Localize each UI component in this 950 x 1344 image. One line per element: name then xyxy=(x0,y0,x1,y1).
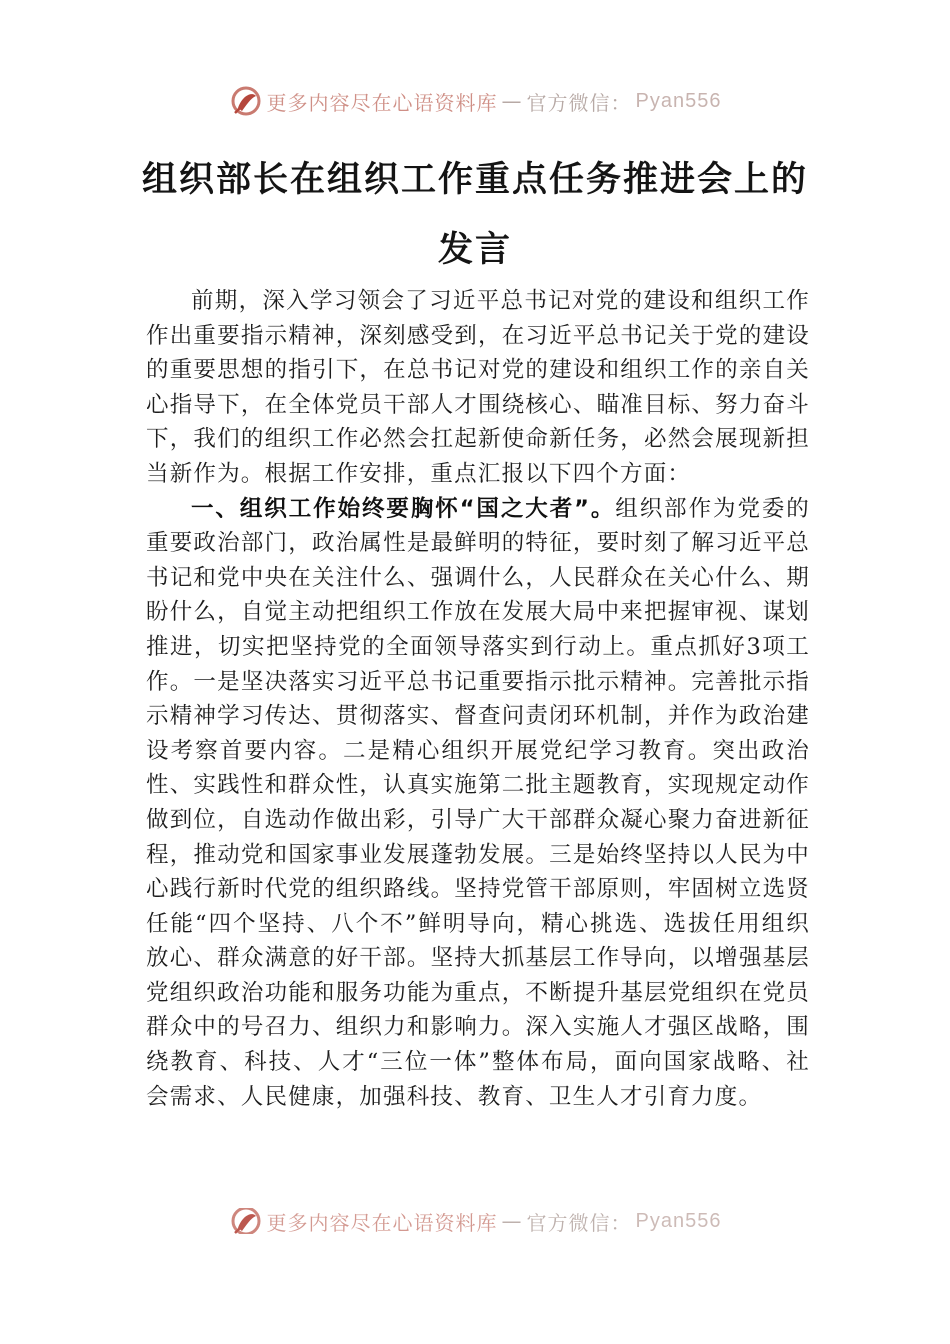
paragraph-section-1 xyxy=(146,492,810,1115)
watermark-text: 更多内容尽在心语资料库 xyxy=(266,1210,498,1234)
watermark-separator: — xyxy=(501,89,523,113)
section-1-body: 组织部作为党委的重要政治部门，政治属性是最鲜明的特征，要时刻了解习近平总书记和党中央在关注什么、强调什么，人民群众在关心什么、期盼什么，自觉主动把组织工作放在发展大局中来把握审视、谋划推进，切实把坚持党的全面领导落实到行动上。重点抓好3项工作。一是坚决落实习近平总书记重要指示批示精神。完善批示指示精神学习传达、贯彻落实、督查问责闭环机制，并作为政治建设考察首要内容。二是精心组织开展党纪学习教育。突出政治性、实践性和群众性，认真实施第二批主题教育，实现规定动作做到位，自选动作做出彩，引导广大干部群众凝心聚力奋进新征程，推动党和国家事业发展蓬勃发展。三是始终坚持以人民为中心践行新时代党的组织路线。坚持党管干部原则，牢固树立选贤任能“四个坚持、八个不”鲜明导向，精心挑选、选拔任用组织放心、群众满意的好干部。坚持大抓基层工作导向，以增强基层党组织政治功能和服务功能为重点，不断提升基层党组织在党员群众中的号召力、组织力和影响力。深入实施人才强区战略，围绕教育、科技、人才“三位一体”整体布局，面向国家战略、社会需求、人民健康，加强科技、教育、卫生人才引育力度。 xyxy=(146,495,810,1110)
watermark-separator: — xyxy=(501,1209,523,1233)
watermark-id: Pyan556 xyxy=(635,89,722,112)
watermark-label: 官方微信： xyxy=(526,1210,632,1234)
document-title-line1: 组织部长在组织工作重点任务推进会上的 xyxy=(141,160,808,200)
document-body xyxy=(146,284,810,1114)
watermark-logo-icon xyxy=(229,84,263,118)
document-title-line2: 发言 xyxy=(437,230,512,270)
watermark-logo-icon xyxy=(229,1208,263,1234)
watermark-id: Pyan556 xyxy=(635,1209,722,1232)
watermark-text: 更多内容尽在心语资料库 xyxy=(266,90,498,115)
section-1-heading: 一、组织工作始终要胸怀“国之大者”。 xyxy=(191,495,616,522)
paragraph-intro: 前期，深入学习领会了习近平总书记对党的建设和组织工作作出重要指示精神，深刻感受到，在习近平总书记关于党的建设的重要思想的指引下，在总书记对党的建设和组织工作的亲自关心指导下，在全体党员干部人才围绕核心、瞄准目标、努力奋斗下，我们的组织工作必然会扛起新使命新任务，必然会展现新担当新作为。根据工作安排，重点汇报以下四个方面： xyxy=(146,288,810,487)
watermark-label: 官方微信： xyxy=(526,90,632,115)
watermark-header xyxy=(0,84,950,118)
watermark-footer xyxy=(0,1208,950,1234)
